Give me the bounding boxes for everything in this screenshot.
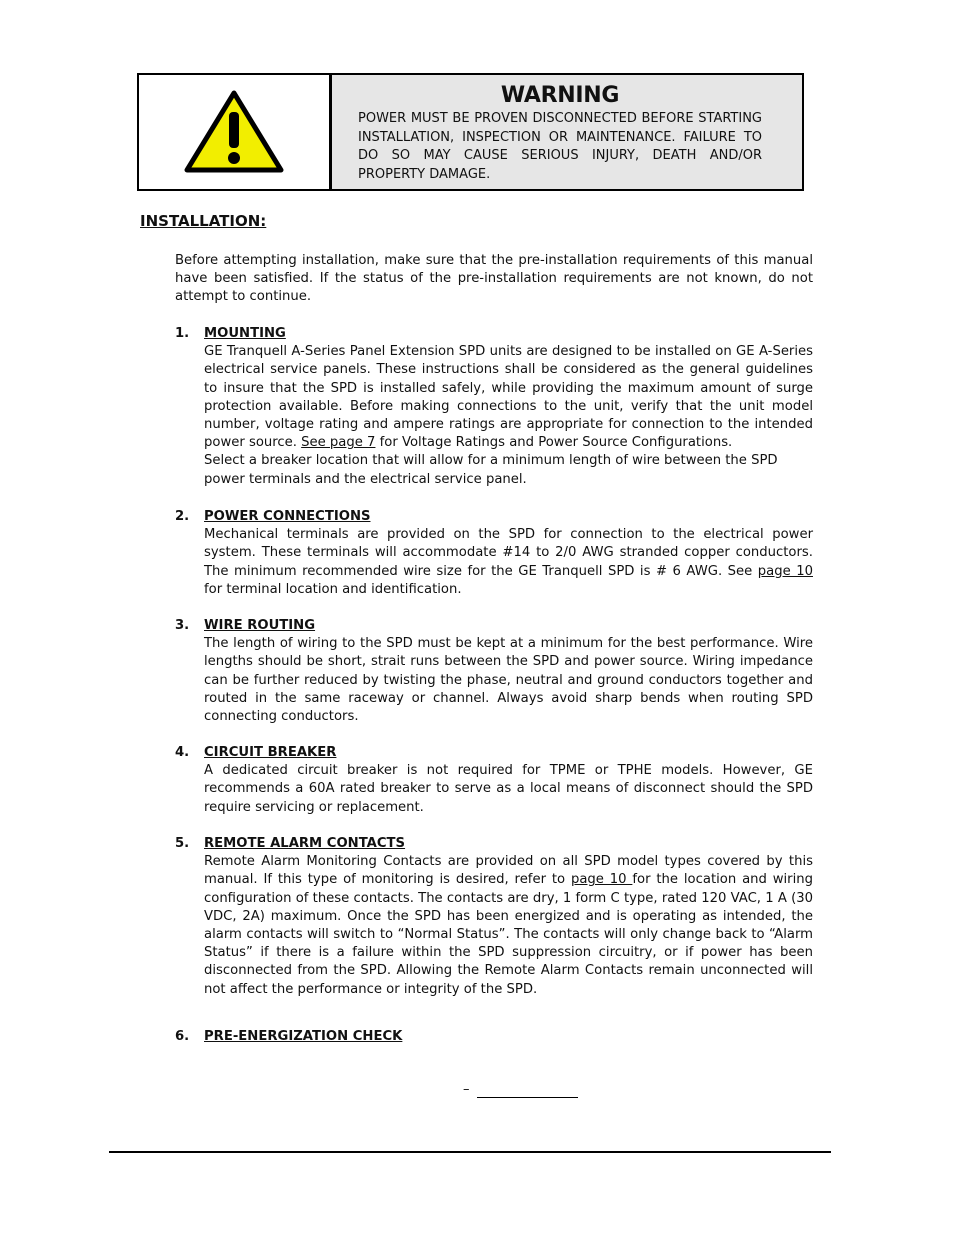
item-number: 3.: [175, 618, 190, 633]
page-link[interactable]: page 10: [757, 563, 813, 579]
list-item-power-connections: [175, 508, 813, 599]
item-extra-text: Select a breaker location that will allow for a minimum length of wire between the SPD power terminals and the electrical service panel.: [204, 453, 778, 487]
warning-text-cell: [332, 75, 802, 189]
item-title: PRE-ENERGIZATION CHECK: [204, 1029, 403, 1044]
item-number: 4.: [175, 745, 190, 760]
list-item-pre-energization-check: [175, 1028, 813, 1046]
item-text-part: for Voltage Ratings and Power Source Configurations.: [375, 435, 733, 451]
item-text: [204, 526, 813, 599]
item-title: CIRCUIT BREAKER: [204, 745, 337, 760]
page-link[interactable]: page 10: [570, 872, 633, 888]
warning-triangle-icon: [184, 90, 284, 174]
item-title: MOUNTING: [204, 326, 286, 341]
section-title: INSTALLATION:: [140, 212, 267, 230]
item-title: REMOTE ALARM CONTACTS: [204, 836, 406, 851]
page-link[interactable]: See page 7: [301, 435, 376, 451]
item-text: [204, 853, 813, 999]
item-title: WIRE ROUTING: [204, 618, 316, 633]
warning-body: POWER MUST BE PROVEN DISCONNECTED BEFORE STARTING INSTALLATION, INSPECTION OR MAINTENANCE. FAILURE TO DO SO MAY CAUSE SERIOUS INJURY, DEATH AND/OR PROPERTY DAMAGE.: [358, 111, 762, 182]
intro-paragraph: Before attempting installation, make sure that the pre-installation requirements of this manual have been satisfied. If the status of the pre-installation requirements are not known, do not attempt to continue.: [175, 253, 813, 305]
item-text-part: Mechanical terminals are provided on the SPD for connection to the electrical power system. These terminals will accommodate #14 to 2/0 AWG stranded copper conductors. The minimum recommended wire size for the GE Tranquell SPD is # 6 AWG. See: [204, 527, 813, 579]
item-number: 2.: [175, 509, 190, 524]
warning-title: WARNING: [500, 83, 620, 108]
warning-icon-cell: [139, 75, 332, 189]
item-number: 1.: [175, 326, 190, 341]
item-number: 6.: [175, 1029, 190, 1044]
item-text: [204, 343, 813, 452]
footer-rule: [109, 1151, 831, 1153]
list-item-wire-routing: [175, 617, 813, 726]
item-number: 5.: [175, 836, 190, 851]
item-text-part: for terminal location and identification.: [204, 581, 462, 597]
footer-dash: –: [463, 1082, 470, 1097]
footer-short-line: [477, 1097, 578, 1098]
list-item-mounting: [175, 325, 813, 489]
item-title: POWER CONNECTIONS: [204, 509, 371, 524]
item-text-part: for the location and wiring configuration of these contacts. The contacts are dry, 1 form C type, rated 120 VAC, 1 A (30 VDC, 2A) maximum. Once the SPD has been energized and is operating as intended, the alarm contacts will switch to “Normal Status”. The contacts will only change back to “Alarm Status” if there is a failure within the SPD suppression circuitry, or if power has been disconnected from the SPD. Allowing the Remote Alarm Contacts remain unconnected will not affect the performance or integrity of the SPD.: [204, 872, 813, 997]
list-item-remote-alarm-contacts: [175, 835, 813, 999]
warning-box: [137, 73, 804, 191]
item-text: A dedicated circuit breaker is not required for TPME or TPHE models. However, GE recommends a 60A rated breaker to serve as a local means of disconnect should the SPD require servicing or replacement.: [204, 763, 813, 815]
item-text-part: GE Tranquell A-Series Panel Extension SPD units are designed to be installed on GE A-Series electrical service panels. These instructions shall be considered as the general guidelines to insure that the SPD is installed safely, while providing the maximum amount of surge protection available. Before making connections to the unit, verify that the unit model number, voltage rating and ampere ratings are appropriate for connection to the intended power source.: [204, 344, 813, 451]
list-item-circuit-breaker: [175, 744, 813, 817]
item-text-part: Remote Alarm Monitoring Contacts are provided on all SPD model types covered by this manual. If this type of monitoring is desired, refer to: [204, 854, 813, 888]
item-text: The length of wiring to the SPD must be kept at a minimum for the best performance. Wire lengths should be short, strait runs between the SPD and power source. Wiring impedance can be further reduced by twisting the phase, neutral and ground conductors together and routed in the same raceway or channel. Always avoid sharp bends when routing SPD connecting conductors.: [204, 636, 813, 725]
